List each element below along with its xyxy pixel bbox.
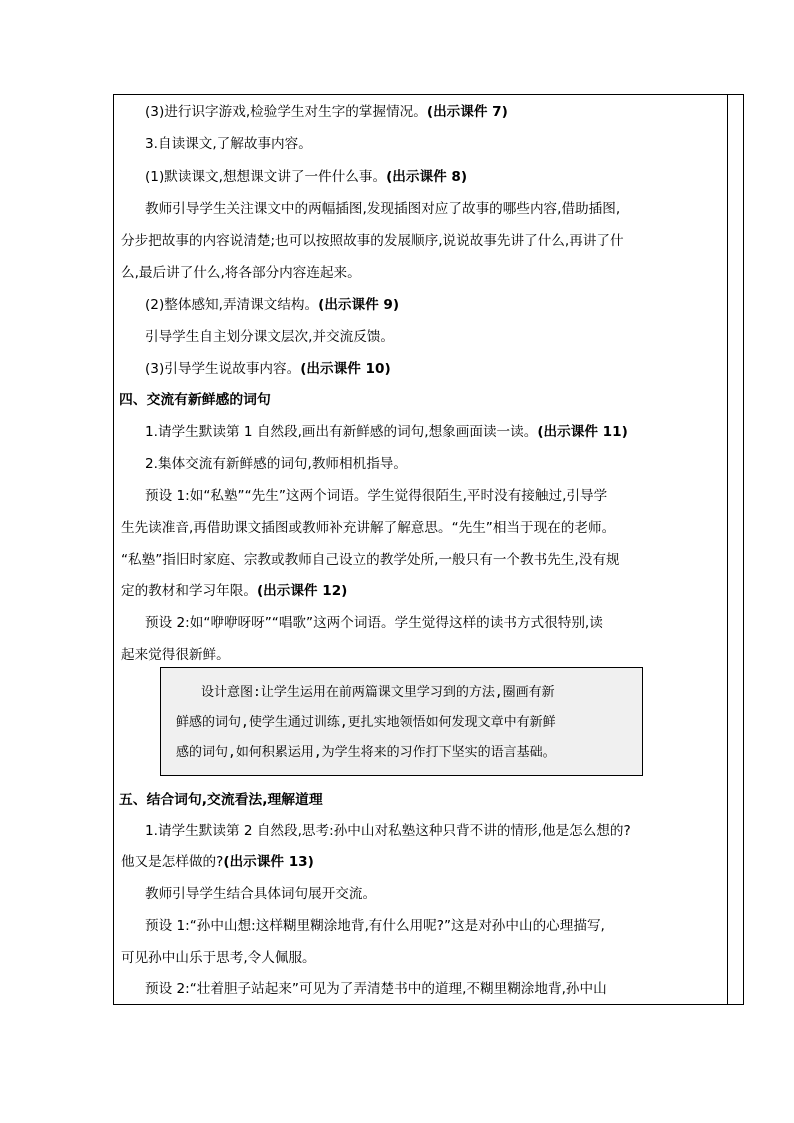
text-line-12: 2.集体交流有新鲜感的词句,教师相机指导。: [145, 456, 407, 472]
design-intent-line-3: 感的词句,如何积累运用,为学生将来的习作打下坚实的语言基础。: [176, 745, 556, 760]
design-intent-line-2: 鲜感的词句,使学生通过训练,更扎实地领悟如何发现文章中有新鲜: [176, 715, 556, 730]
text-line-3: (1)默读课文,想想课文讲了一件什么事。(出示课件 8): [145, 169, 468, 185]
section-heading-4: 四、交流有新鲜感的词句: [119, 392, 271, 408]
text-line-6: 么,最后讲了什么,将各部分内容连起来。: [121, 265, 361, 281]
design-intent-box: [160, 667, 643, 776]
text-line-1: (3)进行识字游戏,检验学生对生字的掌握情况。(出示课件 7): [145, 104, 508, 120]
text-line-22: 教师引导学生结合具体词句展开交流。: [145, 886, 377, 902]
text-line-16: 定的教材和学习年限。(出示课件 12): [121, 583, 348, 599]
text-line-8: 引导学生自主划分课文层次,并交流反馈。: [145, 329, 395, 345]
text-line-7: (2)整体感知,弄清课文结构。(出示课件 9): [145, 297, 400, 313]
text-line-21: 他又是怎样做的?(出示课件 13): [121, 854, 314, 870]
design-intent-line-1: 设计意图:让学生运用在前两篇课文里学习到的方法,圈画有新: [201, 685, 555, 700]
text-line-20: 1.请学生默读第 2 自然段,思考:孙中山对私塾这种只背不讲的情形,他是怎么想的?: [145, 823, 631, 839]
text-line-9: (3)引导学生说故事内容。(出示课件 10): [145, 361, 391, 377]
text-line-2: 3.自读课文,了解故事内容。: [145, 136, 312, 152]
text-line-25: 预设 2:“壮着胆子站起来”可见为了弄清楚书中的道理,不糊里糊涂地背,孙中山: [145, 981, 607, 997]
text-line-11: 1.请学生默读第 1 自然段,画出有新鲜感的词句,想象画面读一读。(出示课件 11): [145, 424, 628, 440]
text-line-4: 教师引导学生关注课文中的两幅插图,发现插图对应了故事的哪些内容,借助插图,: [145, 201, 621, 217]
text-line-14: 生先读准音,再借助课文插图或教师补充讲解了解意思。“先生”相当于现在的老师。: [121, 520, 616, 536]
text-line-17: 预设 2:如“咿咿呀呀”“唱歌”这两个词语。学生觉得这样的读书方式很特别,读: [145, 615, 603, 631]
text-line-18: 起来觉得很新鲜。: [121, 647, 230, 663]
text-line-5: 分步把故事的内容说清楚;也可以按照故事的发展顺序,说说故事先讲了什么,再讲了什: [121, 233, 624, 249]
section-heading-5: 五、结合词句,交流看法,理解道理: [119, 792, 323, 808]
text-line-15: “私塾”指旧时家庭、宗教或教师自己设立的教学处所,一般只有一个教书先生,没有规: [121, 552, 620, 568]
text-line-23: 预设 1:“孙中山想:这样糊里糊涂地背,有什么用呢?”这是对孙中山的心理描写,: [145, 918, 605, 934]
text-line-24: 可见孙中山乐于思考,令人佩服。: [121, 950, 316, 966]
text-line-13: 预设 1:如“私塾”“先生”这两个词语。学生觉得很陌生,平时没有接触过,引导学: [145, 488, 608, 504]
